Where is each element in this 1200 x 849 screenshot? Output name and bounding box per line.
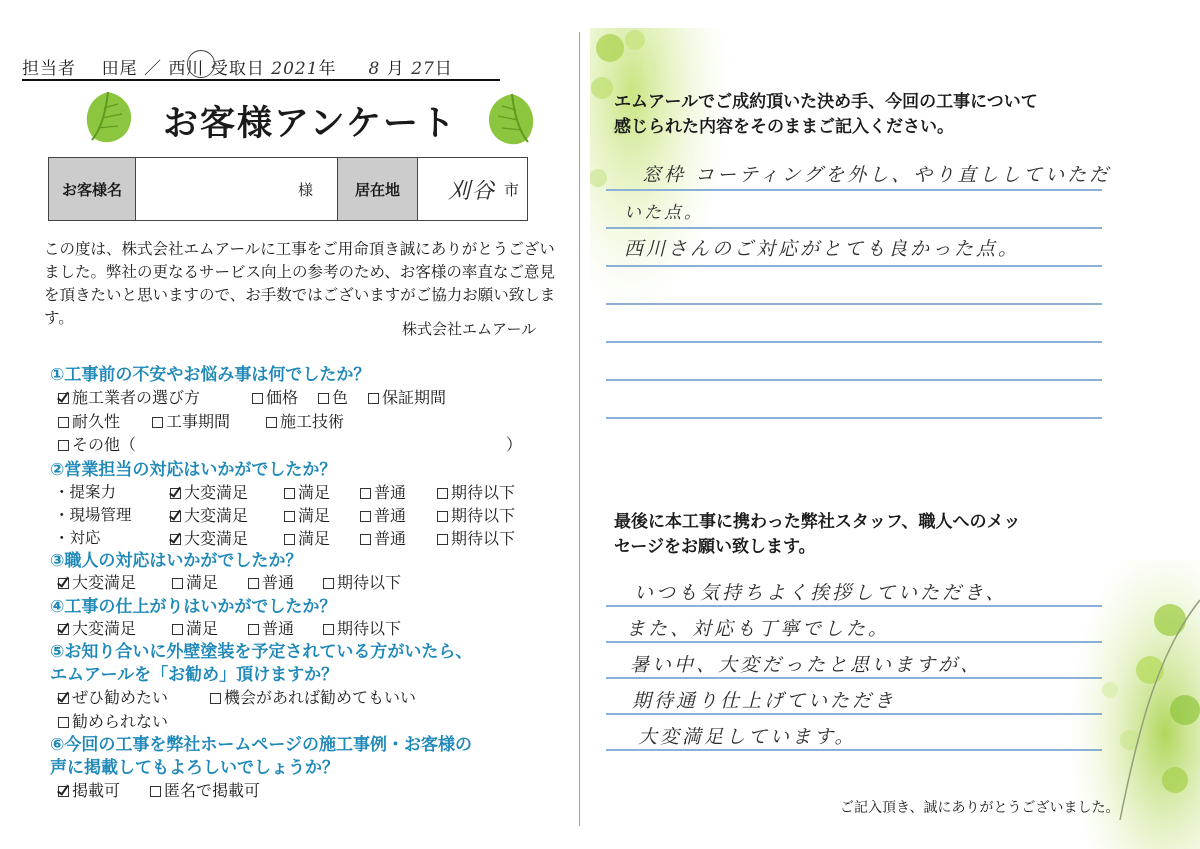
checkbox[interactable] <box>172 624 183 635</box>
checkbox-checked[interactable] <box>58 393 69 404</box>
residence-suffix: 市 <box>503 180 519 199</box>
q6-title-line1: ⑥今回の工事を弊社ホームページの施工事例・お客様の <box>50 735 473 755</box>
answer2-line3: 暑い中、大変だったと思いますが、 <box>630 654 983 676</box>
q2-proposal-average[interactable]: 普通 <box>360 480 406 503</box>
q1-option-other[interactable]: その他（ <box>58 432 136 455</box>
checkbox-checked[interactable] <box>58 578 69 589</box>
q1-option-durability[interactable]: 耐久性 <box>58 409 120 432</box>
leaf-icon-left <box>78 88 138 148</box>
checkbox-checked[interactable] <box>58 786 69 797</box>
prompt2-line2: セージをお願い致します。 <box>614 537 816 557</box>
answer2-area[interactable] <box>606 570 1106 770</box>
checkbox[interactable] <box>284 511 295 522</box>
q1-option-contractor[interactable]: 施工業者の選び方 <box>58 385 200 408</box>
prompt1-line1: エムアールでご成約頂いた決め手、今回の工事について <box>614 92 1038 112</box>
answer2-line1: いつも気持ちよく挨拶していただき、 <box>634 582 1008 604</box>
checkbox[interactable] <box>210 693 221 704</box>
residence-label: 居在地 <box>337 158 417 220</box>
month-unit: 月 <box>386 59 405 79</box>
writing-line <box>606 303 1102 305</box>
answer2-line2: また、対応も丁寧でした。 <box>626 618 891 640</box>
checkbox[interactable] <box>58 440 69 451</box>
writing-line <box>606 641 1102 643</box>
checkbox[interactable] <box>172 578 183 589</box>
answer1-area[interactable] <box>606 150 1112 450</box>
staff-label: 担当者 <box>22 59 76 79</box>
q5-title-line1: ⑤お知り合いに外壁塗装を予定されている方がいたら、 <box>50 642 473 662</box>
q2-response-very-satisfied[interactable]: 大変満足 <box>170 526 248 549</box>
received-label: 受取日 <box>210 59 265 79</box>
intro-text: この度は、株式会社エムアールに工事をご用命頂き誠にありがとうございました。弊社の更なるサービス向上の参考のため、お客様の率直なご意見を頂きたいと思いますので、お手数ではございますがご協力お願い致します。 <box>44 240 556 327</box>
header-line <box>22 54 453 79</box>
stamp-circle <box>187 50 215 78</box>
q2-management-satisfied[interactable]: 満足 <box>284 503 330 526</box>
customer-name-suffix: 様 <box>297 180 313 199</box>
q4-below[interactable]: 期待以下 <box>323 616 401 639</box>
q1-option-price[interactable]: 価格 <box>252 385 298 408</box>
q1-option-period[interactable]: 工事期間 <box>152 409 230 432</box>
answer1-line1: 窓枠 コーティングを外し、やり直ししていただ <box>642 164 1112 186</box>
q6-publish-ok[interactable]: 掲載可 <box>58 778 120 801</box>
writing-line <box>606 713 1102 715</box>
checkbox[interactable] <box>360 534 371 545</box>
year-unit: 年 <box>318 59 337 79</box>
q2-response-average[interactable]: 普通 <box>360 526 406 549</box>
checkbox-checked[interactable] <box>170 488 181 499</box>
header-underline <box>22 79 500 81</box>
answer2-line4: 期待通り仕上げていただき <box>632 690 897 712</box>
residence-value: 刈谷 <box>447 178 496 204</box>
q5-definitely[interactable]: ぜひ勧めたい <box>58 685 168 708</box>
q3-very-satisfied[interactable]: 大変満足 <box>58 570 136 593</box>
checkbox[interactable] <box>248 578 259 589</box>
q2-row-label-response: ・対応 <box>54 529 101 547</box>
checkbox[interactable] <box>266 417 277 428</box>
answer2-line5: 大変満足しています。 <box>638 726 857 748</box>
q2-row-label-proposal: ・提案力 <box>54 483 117 501</box>
q2-management-average[interactable]: 普通 <box>360 503 406 526</box>
company-name: 株式会社エムアール <box>402 320 537 338</box>
q4-title: ④工事の仕上がりはいかがでしたか？ <box>50 597 337 617</box>
answer1-line2: いた点。 <box>624 203 704 223</box>
checkbox-checked[interactable] <box>170 534 181 545</box>
q2-proposal-satisfied[interactable]: 満足 <box>284 480 330 503</box>
writing-line <box>606 417 1102 419</box>
q4-satisfied[interactable]: 満足 <box>172 616 218 639</box>
checkbox[interactable] <box>58 417 69 428</box>
q3-title: ③職人の対応はいかがでしたか？ <box>50 551 303 571</box>
q2-proposal-below[interactable]: 期待以下 <box>437 480 515 503</box>
writing-line <box>606 227 1102 229</box>
customer-table <box>48 157 528 221</box>
prompt1-line2: 感じられた内容をそのままご記入ください。 <box>614 117 954 137</box>
checkbox-checked[interactable] <box>170 511 181 522</box>
day-unit: 日 <box>434 59 453 79</box>
q1-option-warranty[interactable]: 保証期間 <box>368 385 446 408</box>
answer1-line3: 西川さんのご対応がとても良かった点。 <box>624 238 1021 260</box>
checkbox[interactable] <box>323 624 334 635</box>
q2-title: ②営業担当の対応はいかがでしたか？ <box>50 460 337 480</box>
customer-name-label: お客様名 <box>49 158 135 220</box>
q1-option-technique[interactable]: 施工技術 <box>266 409 344 432</box>
checkbox[interactable] <box>150 786 161 797</box>
writing-line <box>606 341 1102 343</box>
checkbox[interactable] <box>284 534 295 545</box>
q5-cannot[interactable]: 勧められない <box>58 709 168 732</box>
q4-very-satisfied[interactable]: 大変満足 <box>58 616 136 639</box>
checkbox[interactable] <box>437 534 448 545</box>
q1-option-color[interactable]: 色 <box>318 385 348 408</box>
checkbox-checked[interactable] <box>58 693 69 704</box>
checkbox[interactable] <box>323 578 334 589</box>
q1-title: ①工事前の不安やお悩み事は何でしたか？ <box>50 365 371 385</box>
writing-line <box>606 189 1102 191</box>
writing-line <box>606 605 1102 607</box>
q2-proposal-very-satisfied[interactable]: 大変満足 <box>170 480 248 503</box>
checkbox[interactable] <box>437 488 448 499</box>
checkbox[interactable] <box>360 488 371 499</box>
checkbox-checked[interactable] <box>58 624 69 635</box>
q2-row-label-management: ・現場管理 <box>54 506 132 524</box>
checkbox[interactable] <box>284 488 295 499</box>
customer-name-field[interactable] <box>135 158 337 220</box>
footer-thanks: ご記入頂き、誠にありがとうございました。 <box>840 800 1120 816</box>
received-year: 2021 <box>271 59 319 79</box>
checkbox[interactable] <box>368 393 379 404</box>
survey-title: お客様アンケート <box>163 104 457 144</box>
q2-response-below[interactable]: 期待以下 <box>437 526 515 549</box>
q5-title-line2: エムアールを「お勧め」頂けますか？ <box>50 665 339 685</box>
writing-line <box>606 749 1102 751</box>
residence-field[interactable] <box>417 158 527 220</box>
staff-value: 田尾 ／ 西川 <box>101 59 205 79</box>
q2-management-very-satisfied[interactable]: 大変満足 <box>170 503 248 526</box>
checkbox[interactable] <box>58 717 69 728</box>
q4-average[interactable]: 普通 <box>248 616 294 639</box>
q6-anonymous-ok[interactable]: 匿名で掲載可 <box>150 778 260 801</box>
q3-average[interactable]: 普通 <box>248 570 294 593</box>
checkbox[interactable] <box>360 511 371 522</box>
q5-if-opportunity[interactable]: 機会があれば勧めてもいい <box>210 685 416 708</box>
prompt2-line1: 最後に本工事に携わった弊社スタッフ、職人へのメッ <box>614 512 1021 532</box>
writing-line <box>606 677 1102 679</box>
checkbox[interactable] <box>437 511 448 522</box>
leaf-icon-right <box>482 90 542 150</box>
q2-management-below[interactable]: 期待以下 <box>437 503 515 526</box>
checkbox[interactable] <box>252 393 263 404</box>
checkbox[interactable] <box>318 393 329 404</box>
writing-line <box>606 265 1102 267</box>
q1-other-close: ） <box>506 435 523 454</box>
writing-line <box>606 379 1102 381</box>
checkbox[interactable] <box>152 417 163 428</box>
q2-response-satisfied[interactable]: 満足 <box>284 526 330 549</box>
checkbox[interactable] <box>248 624 259 635</box>
q3-satisfied[interactable]: 満足 <box>172 570 218 593</box>
column-divider <box>579 32 580 826</box>
received-day: 27 <box>411 59 435 79</box>
received-month: 8 <box>368 59 381 79</box>
q6-title-line2: 声に掲載してもよろしいでしょうか？ <box>50 758 339 778</box>
q3-below[interactable]: 期待以下 <box>323 570 401 593</box>
